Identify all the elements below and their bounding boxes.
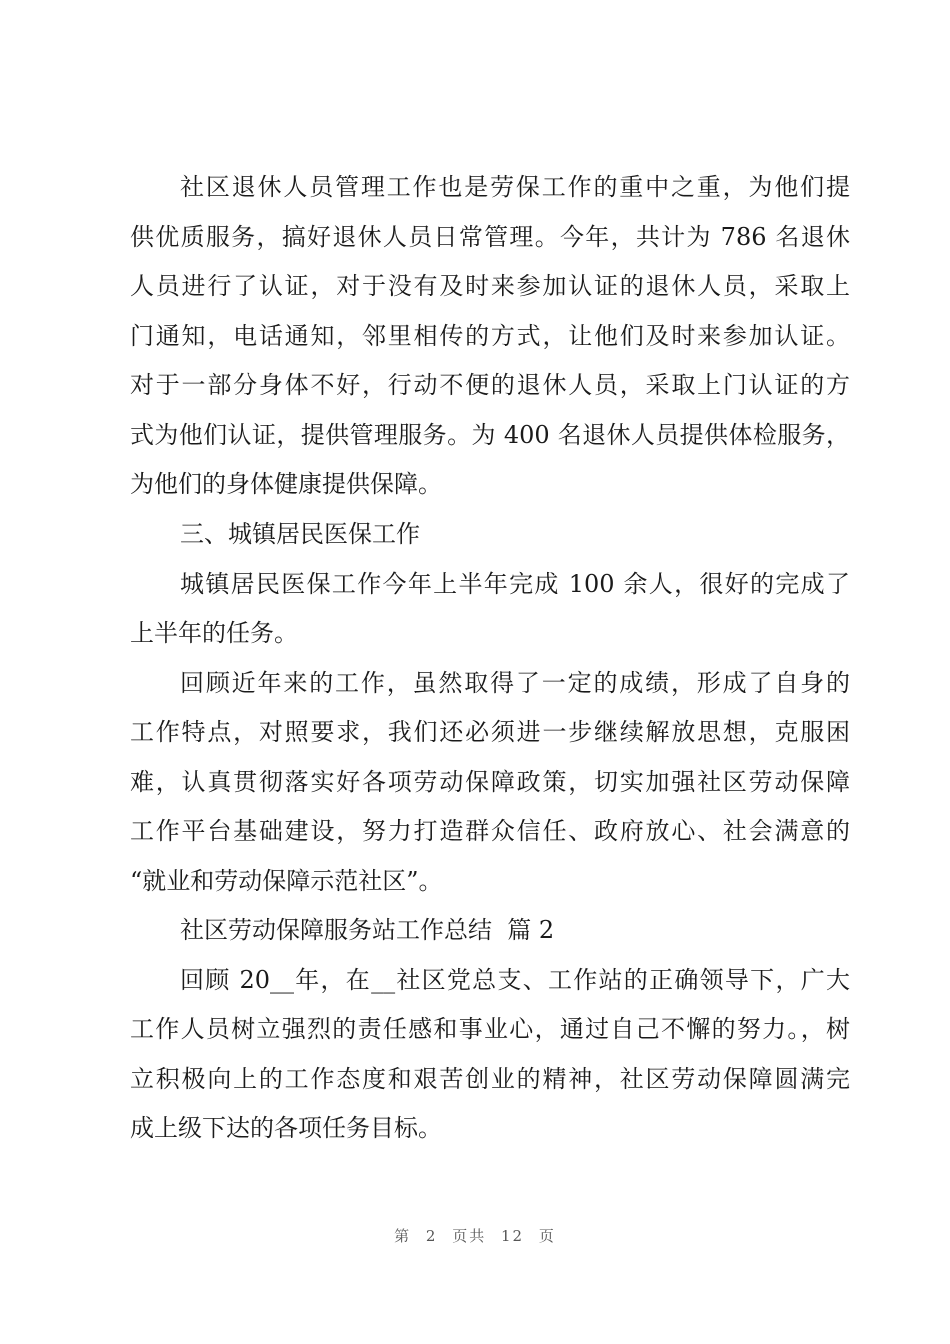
paragraph-line: 式为他们认证，提供管理服务。为 400 名退休人员提供体检服务， — [130, 421, 850, 449]
paragraph-line: 上半年的任务。 — [130, 619, 298, 647]
paragraph-line: 工作特点，对照要求，我们还必须进一步继续解放思想，克服困 — [130, 718, 850, 746]
paragraph-line: 成上级下达的各项任务目标。 — [130, 1114, 442, 1142]
page-footer: 第 2 页共 12 页 — [394, 1227, 556, 1245]
paragraph-line: 回顾 20__年，在__社区党总支、工作站的正确领导下，广大 — [180, 966, 850, 994]
paragraph-line: 供优质服务，搞好退休人员日常管理。今年，共计为 786 名退休 — [130, 223, 850, 251]
paragraph-line: 社区退休人员管理工作也是劳保工作的重中之重，为他们提 — [180, 173, 850, 201]
paragraph-line: 回顾近年来的工作，虽然取得了一定的成绩，形成了自身的 — [180, 669, 850, 697]
paragraph-line: 难，认真贯彻落实好各项劳动保障政策，切实加强社区劳动保障 — [130, 768, 850, 796]
paragraph-line: 对于一部分身体不好，行动不便的退休人员，采取上门认证的方 — [130, 371, 850, 399]
paragraph-line: 城镇居民医保工作今年上半年完成 100 余人，很好的完成了 — [180, 570, 850, 598]
paragraph-line: 门通知，电话通知，邻里相传的方式，让他们及时来参加认证。 — [130, 322, 850, 350]
paragraph-line: 为他们的身体健康提供保障。 — [130, 470, 442, 498]
paragraph-line: 工作人员树立强烈的责任感和事业心，通过自己不懈的努力。，树 — [130, 1015, 850, 1043]
section-title: 社区劳动保障服务站工作总结 篇 2 — [180, 916, 555, 944]
paragraph-line: 人员进行了认证，对于没有及时来参加认证的退休人员，采取上 — [130, 272, 850, 300]
section-heading: 三、城镇居民医保工作 — [180, 520, 420, 548]
paragraph-line: 工作平台基础建设，努力打造群众信任、政府放心、社会满意的 — [130, 817, 850, 845]
paragraph-line: “就业和劳动保障示范社区”。 — [130, 867, 443, 895]
paragraph-line: 立积极向上的工作态度和艰苦创业的精神，社区劳动保障圆满完 — [130, 1065, 850, 1093]
